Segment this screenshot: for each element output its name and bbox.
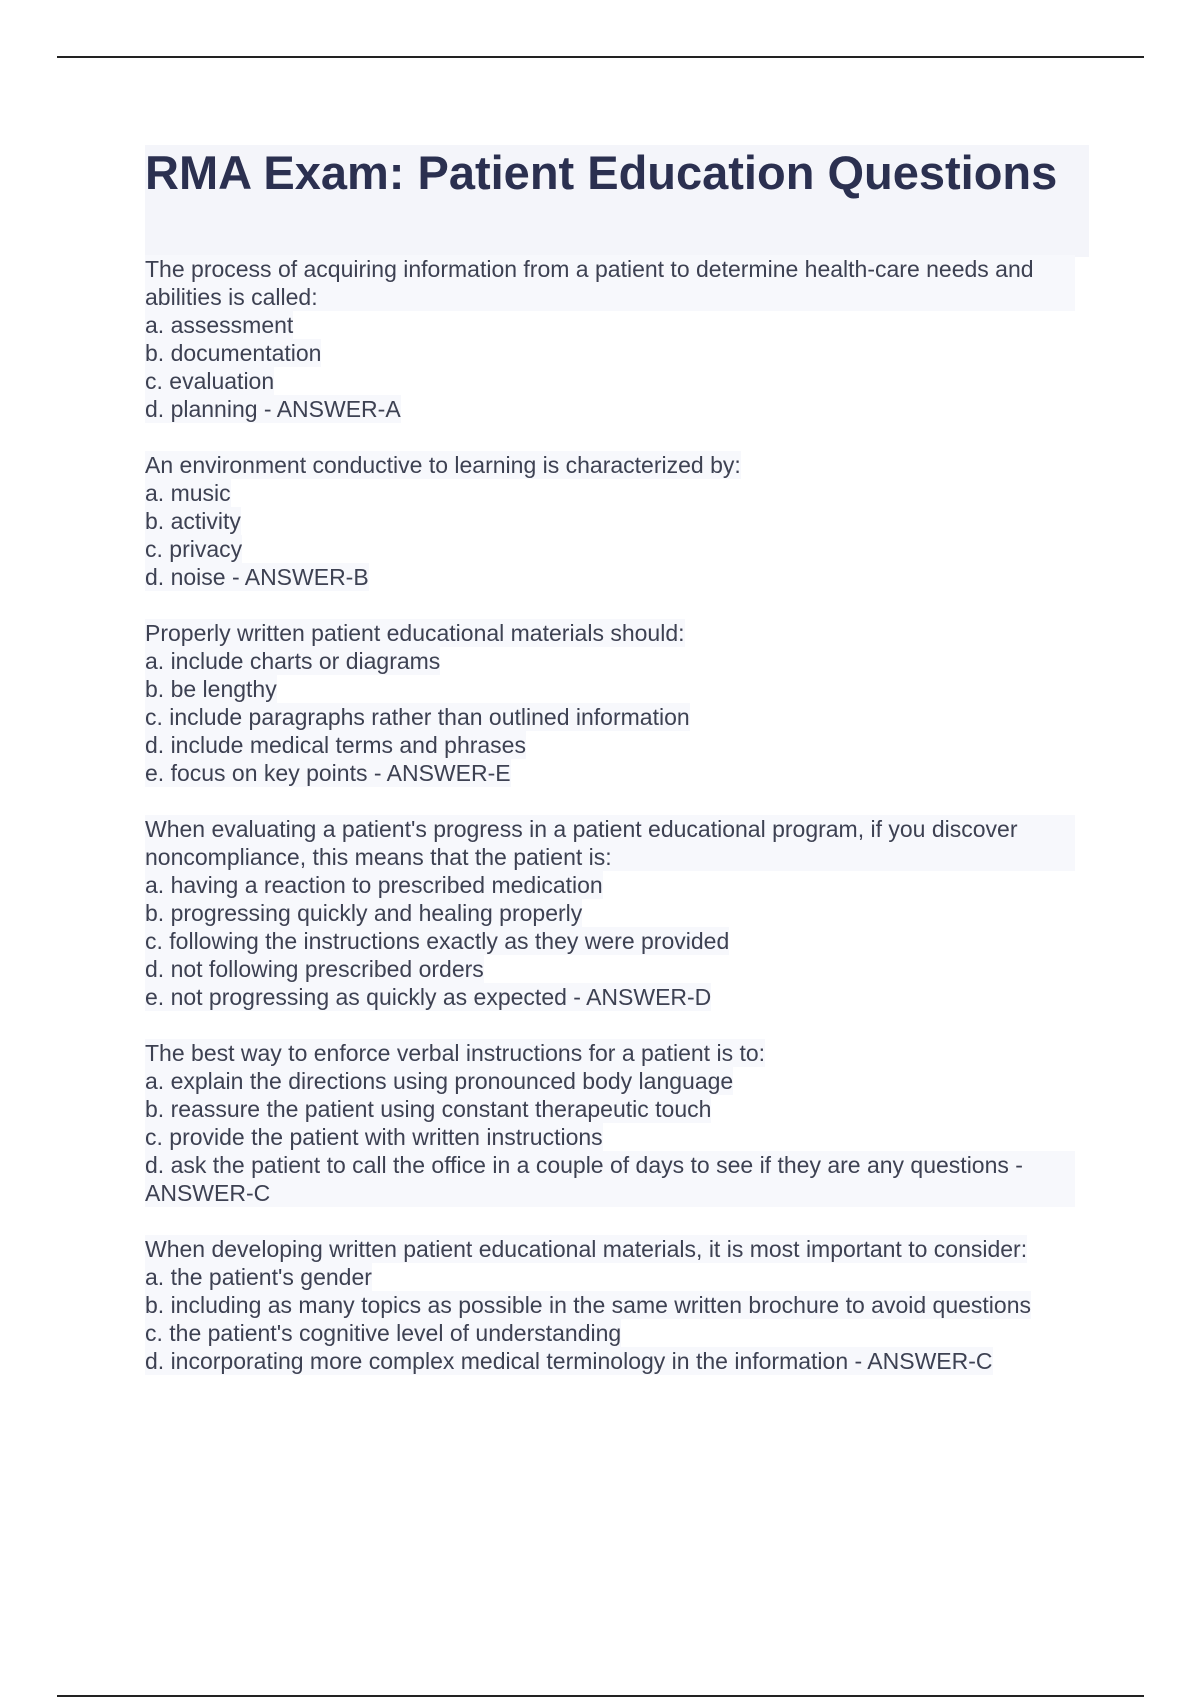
question-prompt: The best way to enforce verbal instructions for a patient is to:: [145, 1040, 766, 1066]
answer-option: b. reassure the patient using constant therapeutic touch: [145, 1096, 712, 1122]
answer-option: d. not following prescribed orders: [145, 956, 484, 982]
answer-option: a. assessment: [145, 312, 294, 338]
answer-option: a. having a reaction to prescribed medication: [145, 872, 603, 898]
answer-option: c. provide the patient with written instructions: [145, 1124, 603, 1150]
answer-option: a. include charts or diagrams: [145, 648, 441, 674]
question-1: [145, 255, 1095, 423]
answer-option: c. include paragraphs rather than outlined information: [145, 704, 690, 730]
answer-option: d. incorporating more complex medical terminology in the information - ANSWER-C: [145, 1348, 993, 1374]
top-rule: [57, 56, 1144, 58]
answer-option: a. explain the directions using pronounced body language: [145, 1068, 734, 1094]
answer-option: d. planning - ANSWER-A: [145, 396, 401, 422]
question-6: [145, 1235, 1095, 1375]
question-prompt: The process of acquiring information from a patient to determine health-care needs and abilities is called:: [145, 255, 1075, 311]
page-title: RMA Exam: Patient Education Questions: [145, 146, 1058, 199]
answer-option: d. include medical terms and phrases: [145, 732, 526, 758]
answer-option: b. progressing quickly and healing properly: [145, 900, 583, 926]
question-prompt: When developing written patient educational materials, it is most important to consider:: [145, 1236, 1028, 1262]
answer-option: b. including as many topics as possible in the same written brochure to avoid questions: [145, 1292, 1031, 1318]
answer-option: c. privacy: [145, 536, 243, 562]
question-prompt: When evaluating a patient's progress in a patient educational program, if you discover noncompliance, this means that the patient is:: [145, 815, 1075, 871]
question-list: [145, 255, 1095, 1403]
question-2: [145, 451, 1095, 591]
answer-option: a. music: [145, 480, 231, 506]
question-prompt: An environment conductive to learning is characterized by:: [145, 452, 741, 478]
answer-option: c. the patient's cognitive level of understanding: [145, 1320, 622, 1346]
answer-option: e. not progressing as quickly as expected - ANSWER-D: [145, 984, 712, 1010]
answer-option: c. evaluation: [145, 368, 275, 394]
answer-option: c. following the instructions exactly as they were provided: [145, 928, 730, 954]
answer-option: e. focus on key points - ANSWER-E: [145, 760, 511, 786]
answer-option: d. noise - ANSWER-B: [145, 564, 369, 590]
question-prompt: Properly written patient educational materials should:: [145, 620, 685, 646]
answer-option: a. the patient's gender: [145, 1264, 372, 1290]
answer-option: b. documentation: [145, 340, 322, 366]
answer-option: b. activity: [145, 508, 241, 534]
question-5: [145, 1039, 1095, 1207]
answer-option: d. ask the patient to call the office in a couple of days to see if they are any questions - ANSWER-C: [145, 1151, 1075, 1207]
answer-option: b. be lengthy: [145, 676, 277, 702]
question-3: [145, 619, 1095, 787]
bottom-rule: [57, 1695, 1144, 1697]
question-4: [145, 815, 1095, 1011]
